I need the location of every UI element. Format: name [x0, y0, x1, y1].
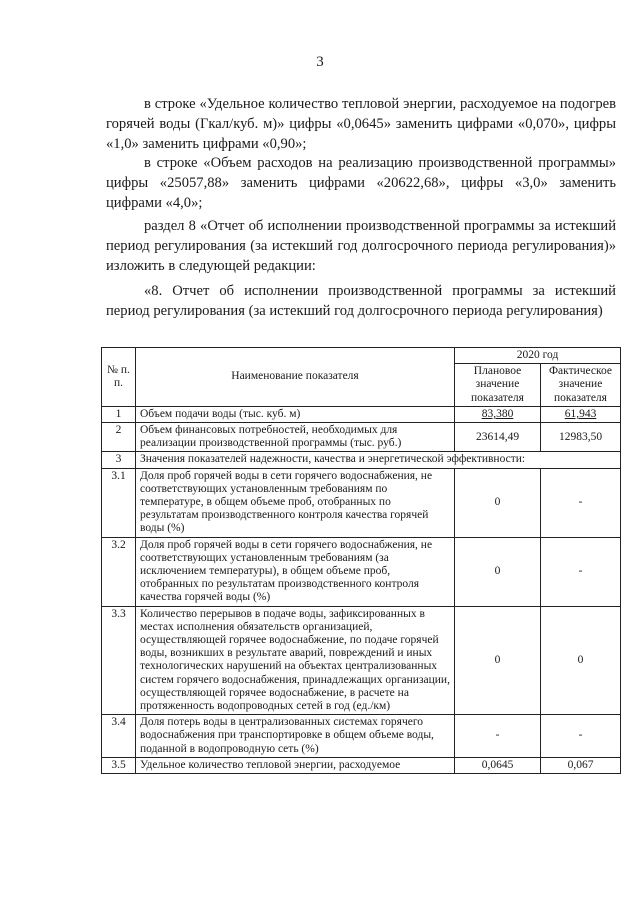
paragraph-2-text: в строке «Объем расходов на реализацию производственной программы» цифры «25057,88» заменить цифрами «20622,68», цифры «3,0» заменить цифрами «4,0»;: [106, 155, 616, 211]
table-row: [102, 715, 621, 758]
row-name: Удельное количество тепловой энергии, расходуемое: [136, 757, 455, 773]
table-row: [102, 452, 621, 468]
table-row: [102, 406, 621, 422]
row-planned: -: [455, 715, 541, 758]
row-name: Значения показателей надежности, качества и энергетической эффективности:: [136, 452, 621, 468]
table-row: [102, 757, 621, 773]
header-planned: Плановое значение показателя: [455, 364, 541, 407]
paragraph-2: [106, 153, 616, 213]
row-num: 1: [102, 406, 136, 422]
paragraph-1-text: в строке «Удельное количество тепловой энергии, расходуемое на подогрев горячей воды (Гкал/куб. м)» цифры «0,0645» заменить цифрами «0,070», цифры «1,0» заменить цифрами «0,90»;: [106, 96, 616, 152]
row-actual: 0,067: [541, 757, 621, 773]
header-year: 2020 год: [455, 348, 621, 364]
table-row: [102, 423, 621, 452]
row-num: 3.2: [102, 537, 136, 606]
table-row: [102, 606, 621, 715]
row-planned: 83,380: [455, 406, 541, 422]
row-planned: 0,0645: [455, 757, 541, 773]
row-planned: 0: [455, 537, 541, 606]
table-header-row-1: [102, 348, 621, 364]
row-planned: 0: [455, 468, 541, 537]
row-name: Объем подачи воды (тыс. куб. м): [136, 406, 455, 422]
paragraph-3-text: раздел 8 «Отчет об исполнении производственной программы за истекший период регулирования (за истекший год долгосрочного периода регулирования)» изложить в следующей редакции:: [106, 218, 616, 274]
row-num: 3.1: [102, 468, 136, 537]
row-num: 3.5: [102, 757, 136, 773]
paragraph-4-text: «8. Отчет об исполнении производственной программы за истекший период регулирования (за истекший год долгосрочного периода регулирования): [106, 283, 616, 319]
row-num: 2: [102, 423, 136, 452]
page-number: 3: [316, 54, 324, 70]
report-table: [101, 347, 621, 774]
row-name: Доля проб горячей воды в сети горячего водоснабжения, не соответствующих установленным требованиям (за исключением температуры), в общем объеме проб, отобранных по результатам производственного контроля качества горячей воды (%): [136, 537, 455, 606]
row-planned: 0: [455, 606, 541, 715]
paragraph-4: [106, 281, 616, 321]
row-num: 3.4: [102, 715, 136, 758]
table-row: [102, 468, 621, 537]
row-actual: 61,943: [541, 406, 621, 422]
row-actual: -: [541, 468, 621, 537]
header-name: Наименование показателя: [136, 348, 455, 407]
paragraph-3: [106, 216, 616, 276]
row-actual: -: [541, 715, 621, 758]
row-name: Количество перерывов в подаче воды, зафиксированных в местах исполнения обязательств организацией, осуществляющей горячее водоснабжение, по подаче горячей воды, возникших в результате аварий, повреждений и иных технологических нарушений на объектах централизованных систем горячего водоснабжения, принадлежащих организации, осуществляющей горячее водоснабжение, в расчете на протяженность водопроводных сетей в год (ед./км): [136, 606, 455, 715]
table-row: [102, 537, 621, 606]
header-actual: Фактическое значение показателя: [541, 364, 621, 407]
row-actual: -: [541, 537, 621, 606]
header-num: № п. п.: [102, 348, 136, 407]
row-name: Доля потерь воды в централизованных системах горячего водоснабжения при транспортировке в общем объеме воды, поданной в водопроводную сеть (%): [136, 715, 455, 758]
row-num: 3.3: [102, 606, 136, 715]
row-name: Доля проб горячей воды в сети горячего водоснабжения, не соответствующих установленным требованиям по температуре, в общем объеме проб, отобранных по результатам производственного контроля качества горячей воды (%): [136, 468, 455, 537]
row-actual: 0: [541, 606, 621, 715]
row-planned: 23614,49: [455, 423, 541, 452]
row-num: 3: [102, 452, 136, 468]
row-name: Объем финансовых потребностей, необходимых для реализации производственной программы (тыс. руб.): [136, 423, 455, 452]
row-actual: 12983,50: [541, 423, 621, 452]
paragraph-1: [106, 94, 616, 154]
